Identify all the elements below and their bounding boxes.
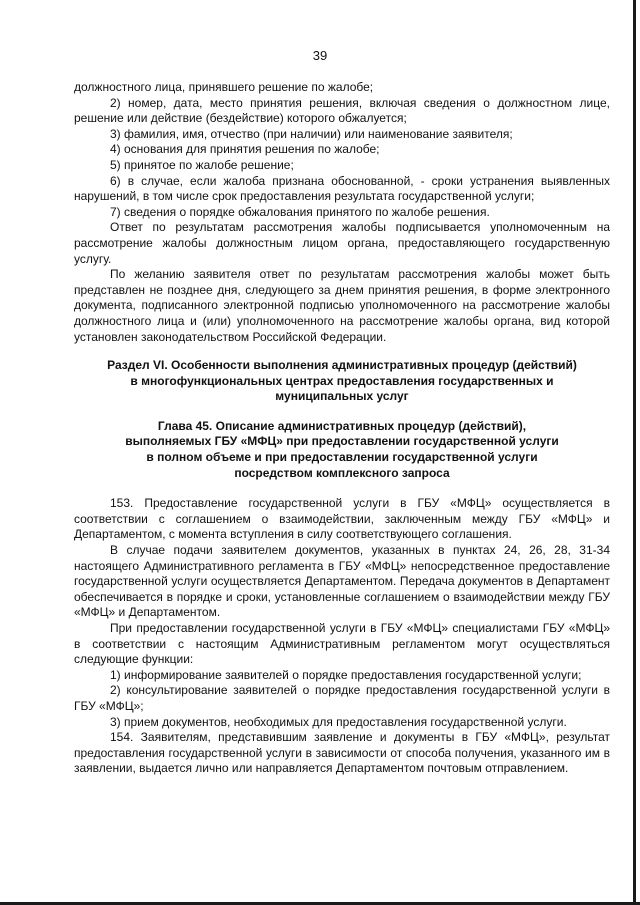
chapter-heading-line: выполняемых ГБУ «МФЦ» при предоставлении государственной услуги <box>125 434 559 449</box>
paragraph: 3) фамилия, имя, отчество (при наличии) или наименование заявителя; <box>110 126 513 141</box>
paragraph: 3) прием документов, необходимых для предоставления государственной услуги. <box>110 714 567 729</box>
section-heading <box>74 358 610 405</box>
paragraph: 2) номер, дата, место принятия решения, включая сведения о должностном лице, решение или действие (бездействие) которого обжалуется; <box>74 95 610 126</box>
chapter-heading-line: посредством комплексного запроса <box>234 465 450 480</box>
section-heading-line: в многофункциональных центрах предоставления государственных и <box>130 373 554 388</box>
paragraph: 1) информирование заявителей о порядке предоставления государственной услуги; <box>110 667 582 682</box>
chapter-heading-line: в полном объеме и при предоставлении государственной услуги <box>146 450 538 465</box>
chapter-heading <box>74 419 610 481</box>
paragraph: Ответ по результатам рассмотрения жалобы подписывается уполномоченным на рассмотрение жалобы должностным лицом органа, предоставляющего государственную услугу. <box>74 220 610 266</box>
section-heading-line: муниципальных услуг <box>275 389 409 404</box>
paragraph: 7) сведения о порядке обжалования принятого по жалобе решения. <box>110 204 490 219</box>
chapter-heading-line: Глава 45. Описание административных процедур (действий), <box>157 418 527 433</box>
paragraph: При предоставлении государственной услуги в ГБУ «МФЦ» специалистами ГБУ «МФЦ» в соответствии с настоящим Административным регламентом могут осуществляться следующие функции: <box>74 621 610 667</box>
paragraph: 4) основания для принятия решения по жалобе; <box>110 142 380 157</box>
document-body <box>74 80 610 777</box>
paragraph: В случае подачи заявителем документов, указанных в пунктах 24, 26, 28, 31-34 настоящего Административного регламента в ГБУ «МФЦ» непосредственное предоставление государственной услуги осуществляется Департаментом. Передача документов в Департамент обеспечивается в порядке и сроки, установленные соглашением о взаимодействии между ГБУ «МФЦ» и Департаментом. <box>74 543 610 620</box>
paragraph: 153. Предоставление государственной услуги в ГБУ «МФЦ» осуществляется в соответствии с соглашением о взаимодействии, заключенным между ГБУ «МФЦ» и Департаментом, с момента вступления в силу соответствующего соглашения. <box>74 496 610 542</box>
paragraph: 154. Заявителям, представившим заявление и документы в ГБУ «МФЦ», результат предоставления государственной услуги в зависимости от способа получения, указанного им в заявлении, выдается лично или направляется Департаментом почтовым отправлением. <box>74 730 610 776</box>
paragraph: По желанию заявителя ответ по результатам рассмотрения жалобы может быть представлен не позднее дня, следующего за днем принятия решения, в форме электронного документа, подписанного электронной подписью уполномоченного на рассмотрение жалобы должностного лица и (или) уполномоченного на рассмотрение жалобы органа, вид которой установлен законодательством Российской Федерации. <box>74 267 610 344</box>
page-number: 39 <box>312 48 328 63</box>
paragraph: 2) консультирование заявителей о порядке предоставления государственной услуги в ГБУ «МФЦ»; <box>74 683 610 713</box>
paragraph: 6) в случае, если жалоба признана обоснованной, - сроки устранения выявленных нарушений, в том числе срок предоставления результата государственной услуги; <box>74 173 610 204</box>
paragraph: должностного лица, принявшего решение по жалобе; <box>74 80 374 94</box>
scan-edge-right <box>633 0 636 905</box>
paragraph: 5) принятое по жалобе решение; <box>110 157 294 172</box>
section-heading-line: Раздел VI. Особенности выполнения административных процедур (действий) <box>107 358 577 373</box>
